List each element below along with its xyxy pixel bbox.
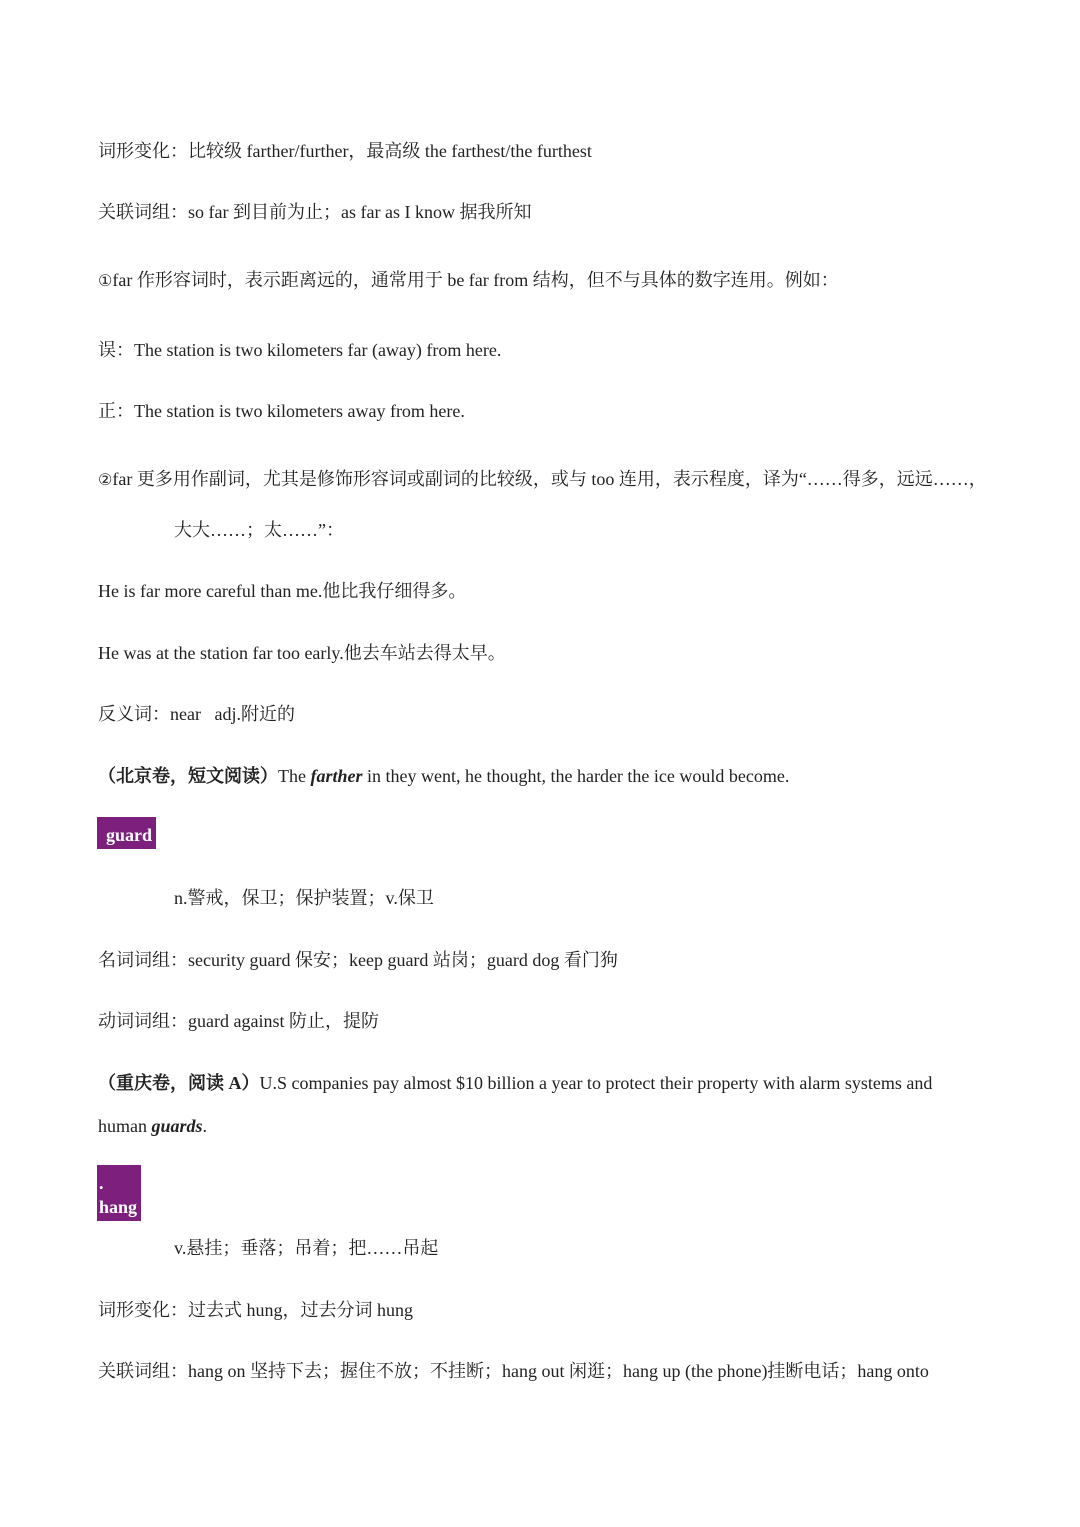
guard-exam-quote-continued — [98, 1114, 207, 1138]
far-quote-pre: The — [278, 766, 311, 786]
guard-verb-phrases: 动词词组：guard against 防止，提防 — [98, 1011, 379, 1031]
guard-quote-cont-pre: human — [98, 1116, 152, 1136]
far-related-phrases: 关联词组：so far 到目前为止；as far as I know 据我所知 — [98, 202, 532, 222]
far-exam-quote — [98, 764, 789, 788]
guard-quote-word: guards — [151, 1116, 203, 1136]
hang-definition: v.悬挂；垂落；吊着；把……吊起 — [174, 1238, 439, 1258]
hang-heading-tag: . hang — [97, 1165, 141, 1221]
hang-related-phrases: 关联词组：hang on 坚持下去；握住不放；不挂断；hang out 闲逛；hang up (the phone)挂断电话；hang onto — [98, 1361, 929, 1381]
far-point-2-continued: 大大……；太……”： — [174, 520, 344, 540]
far-quote-source: （北京卷，短文阅读） — [98, 766, 278, 786]
guard-quote-cont-post: . — [202, 1116, 208, 1136]
guard-heading-tag: guard — [97, 817, 156, 849]
hang-forms: 词形变化：过去式 hung，过去分词 hung — [98, 1300, 413, 1320]
guard-definition: n.警戒，保卫；保护装置；v.保卫 — [174, 888, 434, 908]
far-wrong-example: 误：The station is two kilometers far (away) from here. — [98, 340, 502, 360]
far-example-2: He was at the station far too early.他去车站去得太早。 — [98, 643, 506, 663]
far-antonym: 反义词：near adj.附近的 — [98, 704, 295, 724]
far-point-1 — [98, 268, 839, 294]
guard-quote-source: （重庆卷，阅读 A） — [98, 1073, 260, 1093]
far-quote-word: farther — [310, 766, 363, 786]
far-example-1: He is far more careful than me.他比我仔细得多。 — [98, 581, 467, 601]
far-quote-post: in they went, he thought, the harder the ice would become. — [362, 766, 790, 786]
far-right-example: 正：The station is two kilometers away from here. — [98, 401, 465, 421]
guard-exam-quote — [98, 1071, 932, 1095]
far-point-2 — [98, 467, 987, 493]
guard-quote-text: U.S companies pay almost $10 billion a year to protect their property with alarm systems and — [259, 1073, 933, 1093]
guard-noun-phrases: 名词词组：security guard 保安；keep guard 站岗；guard dog 看门狗 — [98, 950, 618, 970]
far-point-2-text: far 更多用作副词，尤其是修饰形容词或副词的比较级，或与 too 连用，表示程度，译为“……得多，远远……， — [112, 469, 987, 489]
circled-one-marker: ① — [98, 273, 113, 290]
far-point-1-text: far 作形容词时，表示距离远的，通常用于 be far from 结构，但不与具体的数字连用。例如： — [112, 270, 839, 290]
far-forms: 词形变化：比较级 farther/further，最高级 the farthest/the furthest — [98, 141, 592, 161]
circled-two-marker: ② — [98, 472, 113, 489]
